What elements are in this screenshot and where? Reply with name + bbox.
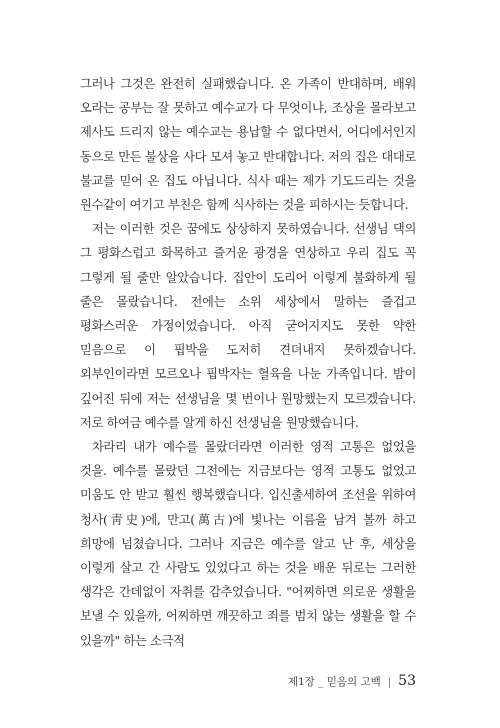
body-text bbox=[80, 72, 416, 653]
footer-separator: | bbox=[387, 677, 392, 688]
running-footer-chapter: 제1장 _ 믿음의 고백 bbox=[287, 676, 381, 688]
page-footer bbox=[288, 673, 416, 689]
paragraph-2: 저는 이러한 것은 꿈에도 상상하지 못하였습니다. 선생님 댁의 그 평화스럽고 화목하고 즐거운 광경을 연상하고 우리 집도 꼭 그렇게 될 줄만 알았습니다. 집안이 도리어 이렇게 불화하게 될 줄은 몰랐습니다. 전에는 소위 세상에서 말하는 즐겁고 평화스러운 가정이었습니다. 아직 굳어지지도 못한 약한 믿음으로 이 핍박을 도저히 견뎌내지 못하겠습니다. 외부인이라면 모르오나 핍박자는 혈육을 나눈 가족입니다. 밤이 깊어진 뒤에 저는 선생님을 몇 번이나 원망했는지 모르겠습니다. 저로 하여금 예수를 알게 하신 선생님을 원망했습니다. bbox=[80, 222, 416, 430]
paragraph-1: 그러나 그것은 완전히 실패했습니다. 온 가족이 반대하며, 배워 오라는 공부는 잘 못하고 예수교가 다 무엇이냐, 조상을 몰라보고 제사도 드리지 않는 예수교는 용납할 수 없다면서, 어디에서인지 동으로 만든 불상을 사다 모셔 놓고 반대합니다. 저의 집은 대대로 불교를 믿어 온 집도 아닙니다. 식사 때는 제가 기도드리는 것을 원수같이 여기고 부친은 함께 식사하는 것을 피하시는 듯합니다. bbox=[80, 77, 416, 213]
paragraph-3: 차라리 내가 예수를 몰랐더라면 이러한 영적 고통은 없었을 것을. 예수를 몰랐던 그전에는 지금보다는 영적 고통도 없었고 미움도 안 받고 훨씬 행복했습니다. 입신출세하여 조선을 위하여 청사(靑史)에, 만고(萬古)에 빛나는 이름을 남겨 볼까 하고 희망에 넘쳤습니다. 그러나 지금은 예수를 알고 난 후, 세상을 이렇게 살고 간 사람도 있었다고 하는 것을 배운 뒤로는 그러한 생각은 간데없이 자취를 감추었습니다. "어찌하면 의로운 생활을 보낼 수 있을까, 어찌하면 깨끗하고 죄를 범치 않는 생활을 할 수 있을까" 하는 소극적 bbox=[80, 440, 416, 648]
page-number: 53 bbox=[398, 673, 416, 689]
